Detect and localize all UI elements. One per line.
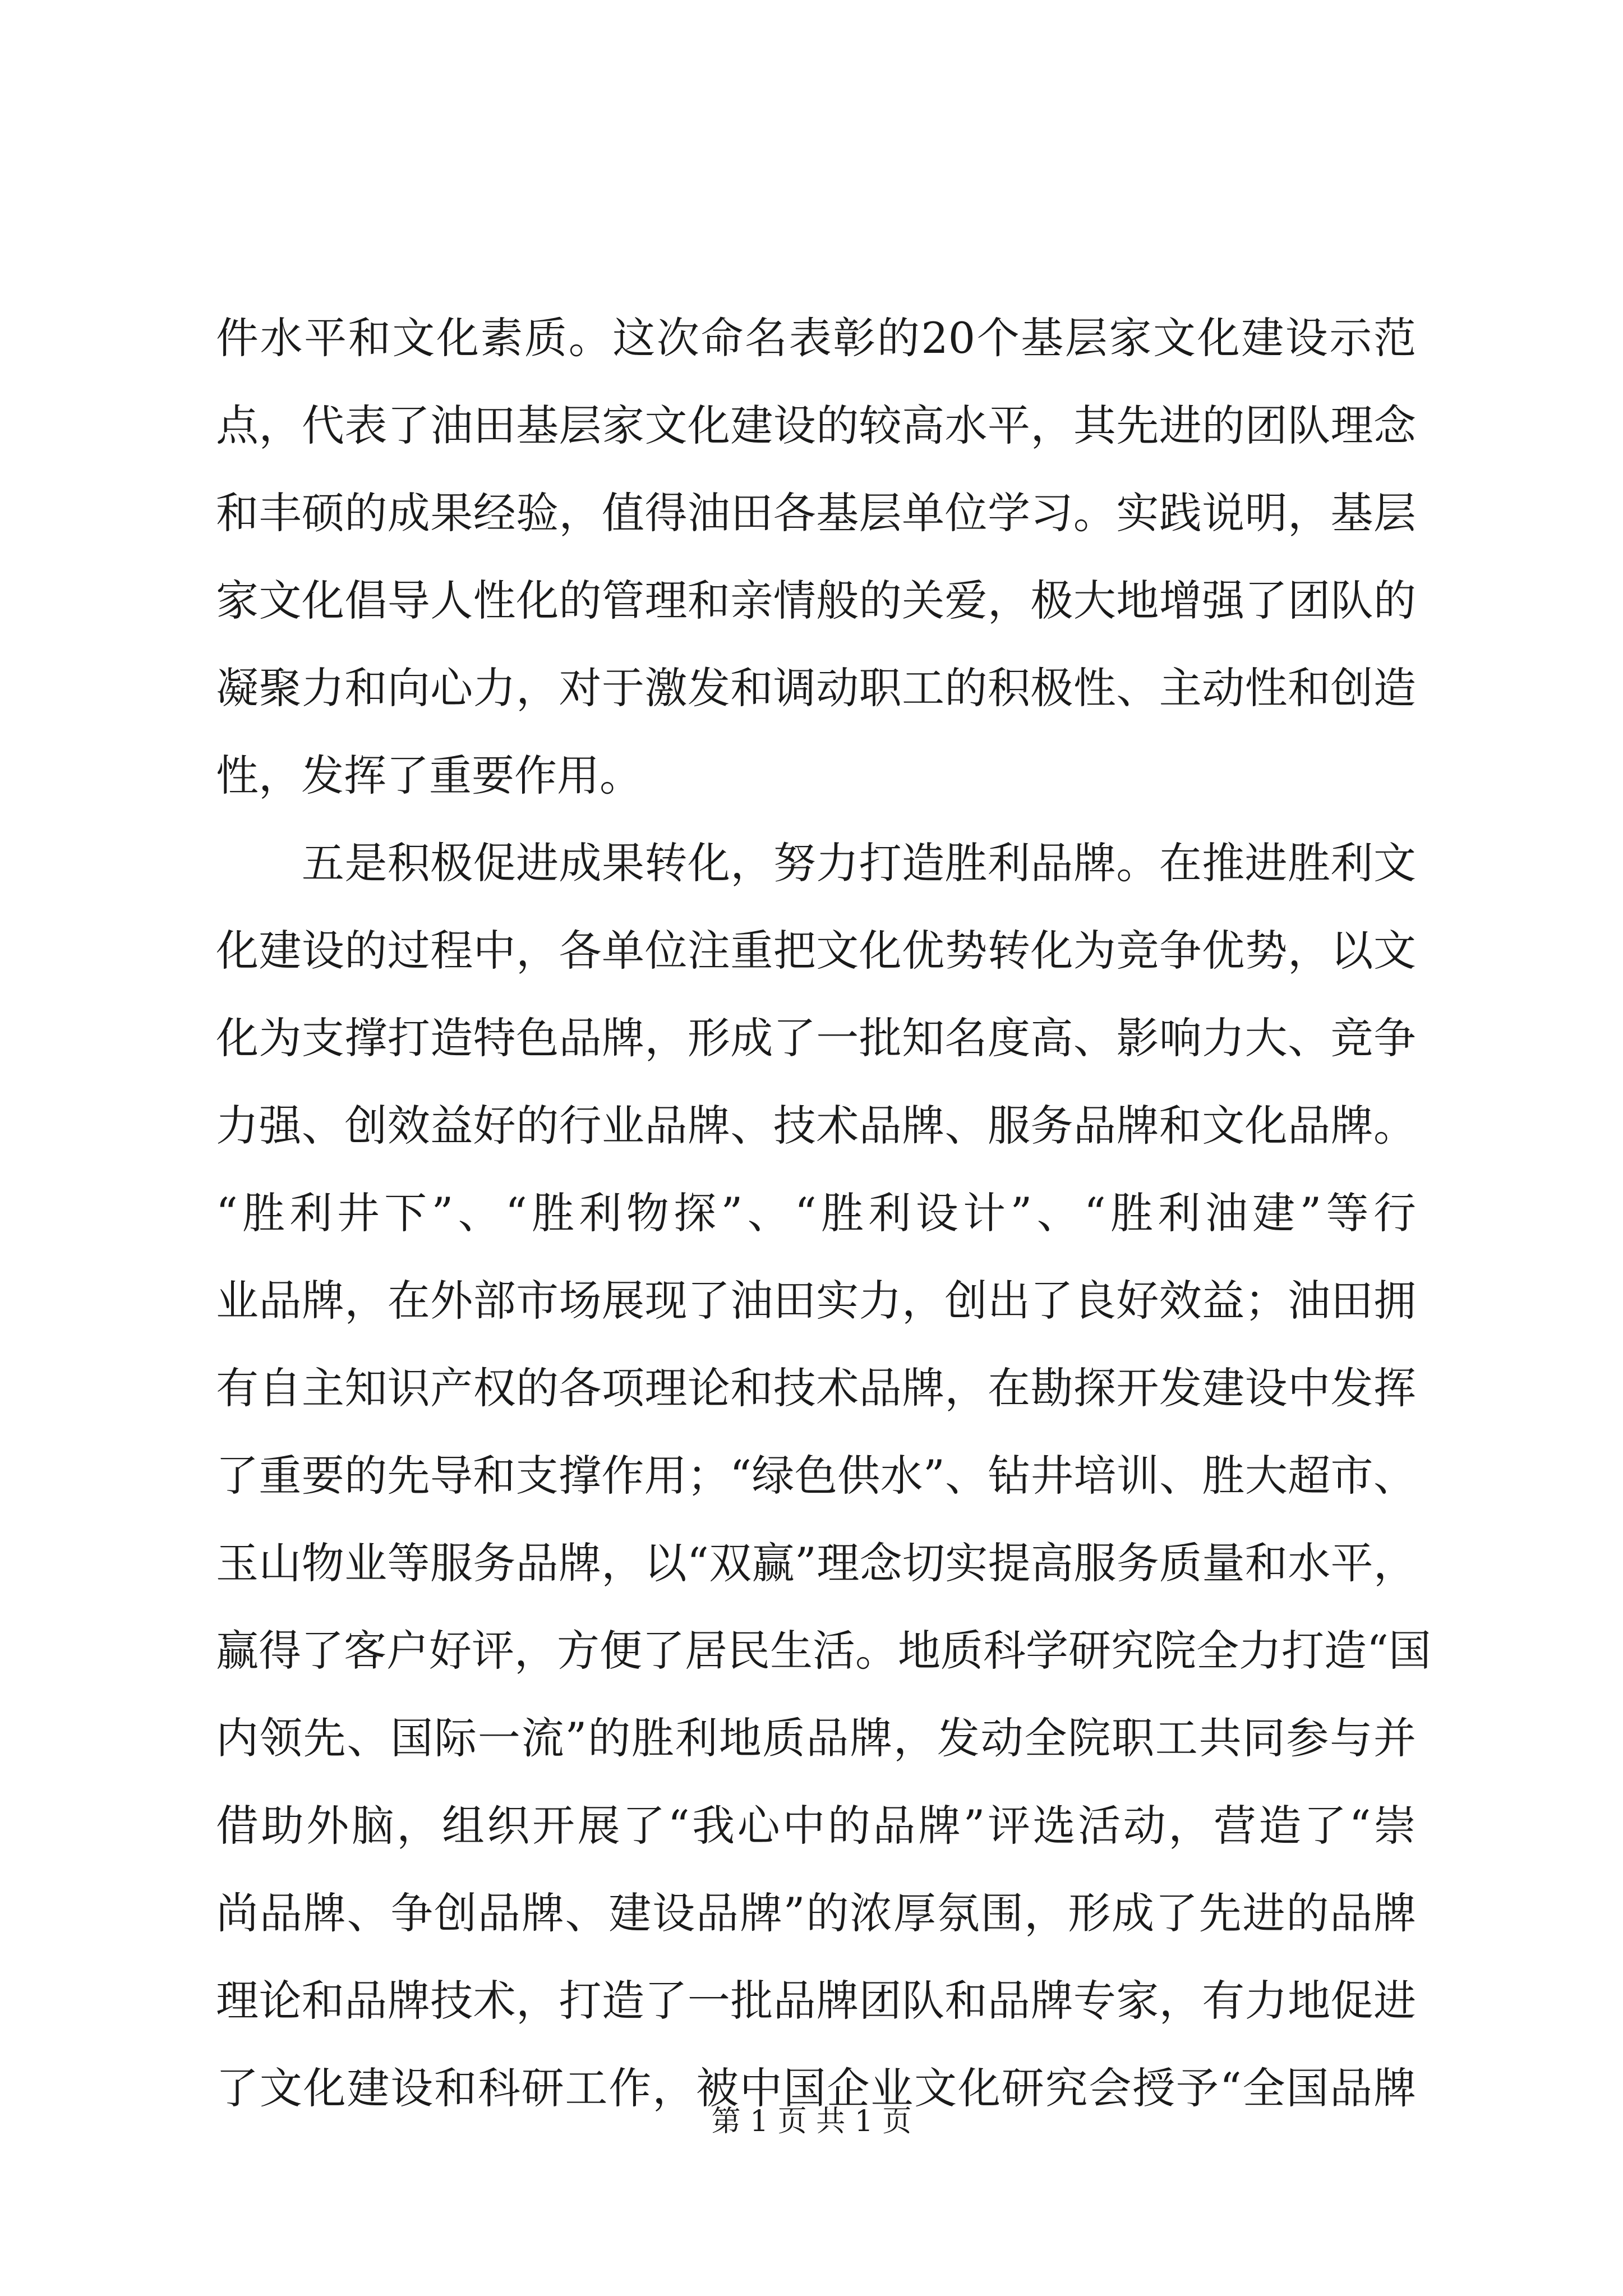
paragraph-start-line: 五是积极促进成果转化，努力打造胜利品牌。在推进胜利文: [216, 838, 1416, 888]
text-line: 理论和品牌技术，打造了一批品牌团队和品牌专家，有力地促进: [216, 1976, 1416, 2026]
text-line: 借助外脑，组织开展了“我心中的品牌”评选活动，营造了“崇: [216, 1801, 1416, 1851]
text-line: 化为支撑打造特色品牌，形成了一批知名度高、影响力大、竞争: [216, 1013, 1416, 1063]
text-line: “胜利井下”、“胜利物探”、“胜利设计”、“胜利油建”等行: [216, 1188, 1416, 1238]
text-line: 化建设的过程中，各单位注重把文化优势转化为竞争优势，以文: [216, 926, 1416, 976]
text-line: 家文化倡导人性化的管理和亲情般的关爱，极大地增强了团队的: [216, 576, 1416, 625]
text-line: 力强、创效益好的行业品牌、技术品牌、服务品牌和文化品牌。: [216, 1101, 1416, 1151]
text-line: 和丰硕的成果经验，值得油田各基层单位学习。实践说明，基层: [216, 488, 1416, 538]
text-line: 点，代表了油田基层家文化建设的较高水平，其先进的团队理念: [216, 401, 1416, 450]
text-line: 业品牌，在外部市场展现了油田实力，创出了良好效益；油田拥: [216, 1276, 1416, 1326]
page-footer: 第 1 页 共 1 页: [711, 2105, 912, 2138]
text-line: 尚品牌、争创品牌、建设品牌”的浓厚氛围，形成了先进的品牌: [216, 1888, 1416, 1938]
text-line: 了重要的先导和支撑作用；“绿色供水”、钻井培训、胜大超市、: [216, 1451, 1416, 1501]
text-line: 凝聚力和向心力，对于激发和调动职工的积极性、主动性和创造: [216, 663, 1416, 713]
text-line: 内领先、国际一流”的胜利地质品牌，发动全院职工共同参与并: [216, 1713, 1416, 1763]
text-line: 玉山物业等服务品牌，以“双赢”理念切实提高服务质量和水平，: [216, 1538, 1416, 1588]
body-text: [216, 295, 1431, 2132]
text-line: 赢得了客户好评，方便了居民生活。地质科学研究院全力打造“国: [216, 1626, 1431, 1676]
text-line: 了文化建设和科研工作，被中国企业文化研究会授予“全国品牌: [216, 2063, 1416, 2113]
text-line: 有自主知识产权的各项理论和技术品牌，在勘探开发建设中发挥: [216, 1363, 1416, 1413]
text-line: 性，发挥了重要作用。: [216, 751, 642, 800]
text-line: 件水平和文化素质。这次命名表彰的20个基层家文化建设示范: [216, 313, 1416, 363]
